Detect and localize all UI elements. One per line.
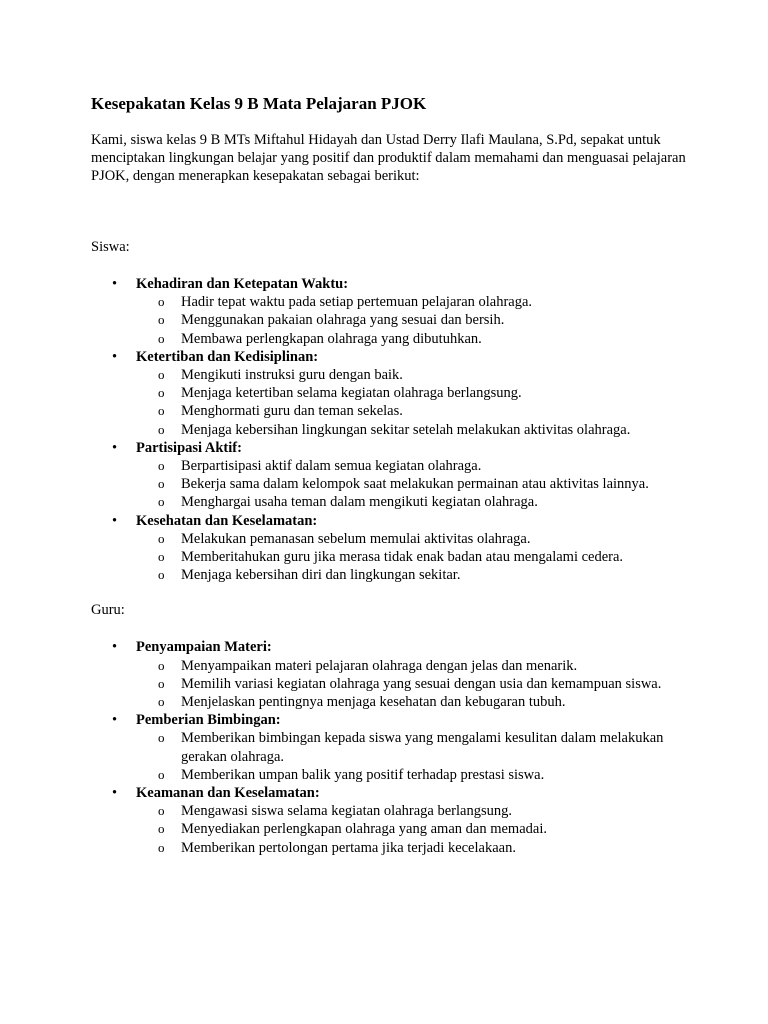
group-title: Pemberian Bimbingan: xyxy=(136,712,281,729)
bullet-icon: • xyxy=(112,712,118,729)
list-item xyxy=(136,475,691,493)
group-title: Kesehatan dan Keselamatan: xyxy=(136,512,318,529)
bullet-icon: • xyxy=(112,512,118,529)
list-item xyxy=(136,693,691,711)
group-title: Keamanan dan Keselamatan: xyxy=(136,785,320,802)
list-item-text: Menghargai usaha teman dalam mengikuti kegiatan olahraga. xyxy=(181,494,538,511)
list-item-text: Mengikuti instruksi guru dengan baik. xyxy=(181,367,403,384)
circle-bullet-icon: o xyxy=(158,367,165,383)
document-title: Kesepakatan Kelas 9 B Mata Pelajaran PJOK xyxy=(91,94,427,113)
list-item xyxy=(136,311,691,329)
document-page xyxy=(91,93,691,857)
list-item xyxy=(136,566,691,584)
circle-bullet-icon: o xyxy=(158,494,165,510)
intro-paragraph: Kami, siswa kelas 9 B MTs Miftahul Hidayah dan Ustad Derry Ilafi Maulana, S.Pd, sepakat untuk menciptakan lingkungan belajar yang positif dan produktif dalam memahami dan menguasai pelajaran PJOK, dengan menerapkan kesepakatan sebagai berikut: xyxy=(91,132,686,184)
sub-list xyxy=(136,657,691,712)
list-item-text: Menyampaikan materi pelajaran olahraga dengan jelas dan menarik. xyxy=(181,657,578,674)
circle-bullet-icon: o xyxy=(158,312,165,328)
list-item-text: Menggunakan pakaian olahraga yang sesuai dan bersih. xyxy=(181,312,505,329)
list-group xyxy=(91,348,691,439)
sub-list xyxy=(136,293,691,348)
bullet-icon: • xyxy=(112,639,118,656)
list-item xyxy=(136,530,691,548)
group-title: Penyampaian Materi: xyxy=(136,639,272,656)
list-item-text: Menjaga kebersihan lingkungan sekitar setelah melakukan aktivitas olahraga. xyxy=(181,421,631,438)
bullet-icon: • xyxy=(112,276,118,292)
circle-bullet-icon: o xyxy=(158,803,165,819)
list-item-text: Menghormati guru dan teman sekelas. xyxy=(181,403,403,420)
sub-list xyxy=(136,802,691,857)
bullet-icon: • xyxy=(112,785,118,802)
list-group xyxy=(91,711,691,784)
list-item xyxy=(136,293,691,311)
circle-bullet-icon: o xyxy=(158,403,165,419)
list-item xyxy=(136,548,691,566)
circle-bullet-icon: o xyxy=(158,567,165,583)
list-group xyxy=(91,638,691,711)
list-item-text: Menjaga kebersihan diri dan lingkungan sekitar. xyxy=(181,567,461,584)
list-group xyxy=(91,512,691,585)
circle-bullet-icon: o xyxy=(158,657,165,673)
section-label-siswa: Siswa: xyxy=(91,239,130,255)
list-item xyxy=(136,729,691,765)
list-item xyxy=(136,493,691,511)
list-group xyxy=(91,275,691,348)
bullet-icon: • xyxy=(112,348,118,365)
list-item-text: Memberikan pertolongan pertama jika terjadi kecelakaan. xyxy=(181,839,516,856)
list-item xyxy=(136,330,691,348)
list-item-text: Menyediakan perlengkapan olahraga yang aman dan memadai. xyxy=(181,821,547,838)
list-item-text: Mengawasi siswa selama kegiatan olahraga berlangsung. xyxy=(181,803,512,820)
bullet-icon: • xyxy=(112,439,118,456)
list-item-text: Menjelaskan pentingnya menjaga kesehatan dan kebugaran tubuh. xyxy=(181,694,566,711)
list-item-text: Melakukan pemanasan sebelum memulai aktivitas olahraga. xyxy=(181,530,531,547)
list-item-text: Memberitahukan guru jika merasa tidak enak badan atau mengalami cedera. xyxy=(181,549,624,566)
circle-bullet-icon: o xyxy=(158,421,165,437)
group-title: Kehadiran dan Ketepatan Waktu: xyxy=(136,276,349,292)
list-item xyxy=(136,384,691,402)
circle-bullet-icon: o xyxy=(158,476,165,492)
siswa-list xyxy=(91,275,691,584)
list-item xyxy=(136,657,691,675)
circle-bullet-icon: o xyxy=(158,694,165,710)
sub-list xyxy=(136,729,691,784)
list-item xyxy=(136,839,691,857)
list-item-text: Membawa perlengkapan olahraga yang dibutuhkan. xyxy=(181,330,482,347)
list-item xyxy=(136,675,691,693)
list-item-text: Menjaga ketertiban selama kegiatan olahraga berlangsung. xyxy=(181,385,522,402)
list-item xyxy=(136,402,691,420)
sub-list xyxy=(136,530,691,585)
circle-bullet-icon: o xyxy=(158,766,165,782)
list-group xyxy=(91,784,691,857)
circle-bullet-icon: o xyxy=(158,839,165,855)
list-item-text: Memilih variasi kegiatan olahraga yang sesuai dengan usia dan kemampuan siswa. xyxy=(181,675,662,692)
list-item xyxy=(136,766,691,784)
sub-list xyxy=(136,457,691,512)
circle-bullet-icon: o xyxy=(158,458,165,474)
list-item xyxy=(136,366,691,384)
circle-bullet-icon: o xyxy=(158,730,165,746)
circle-bullet-icon: o xyxy=(158,385,165,401)
circle-bullet-icon: o xyxy=(158,330,165,346)
circle-bullet-icon: o xyxy=(158,821,165,837)
list-item-text: Memberikan bimbingan kepada siswa yang mengalami kesulitan dalam melakukan gerakan olahraga. xyxy=(181,730,664,765)
list-item-text: Berpartisipasi aktif dalam semua kegiatan olahraga. xyxy=(181,458,482,475)
section-label-guru: Guru: xyxy=(91,602,125,619)
circle-bullet-icon: o xyxy=(158,675,165,691)
list-item-text: Hadir tepat waktu pada setiap pertemuan pelajaran olahraga. xyxy=(181,294,533,311)
sub-list xyxy=(136,366,691,439)
list-item xyxy=(136,457,691,475)
list-item xyxy=(136,802,691,820)
circle-bullet-icon: o xyxy=(158,530,165,546)
group-title: Partisipasi Aktif: xyxy=(136,439,242,456)
circle-bullet-icon: o xyxy=(158,549,165,565)
list-item-text: Memberikan umpan balik yang positif terhadap prestasi siswa. xyxy=(181,766,545,783)
circle-bullet-icon: o xyxy=(158,294,165,310)
list-item xyxy=(136,820,691,838)
list-group xyxy=(91,439,691,512)
group-title: Ketertiban dan Kedisiplinan: xyxy=(136,348,319,365)
list-item xyxy=(136,421,691,439)
list-item-text: Bekerja sama dalam kelompok saat melakukan permainan atau aktivitas lainnya. xyxy=(181,476,649,493)
guru-list xyxy=(91,638,691,856)
